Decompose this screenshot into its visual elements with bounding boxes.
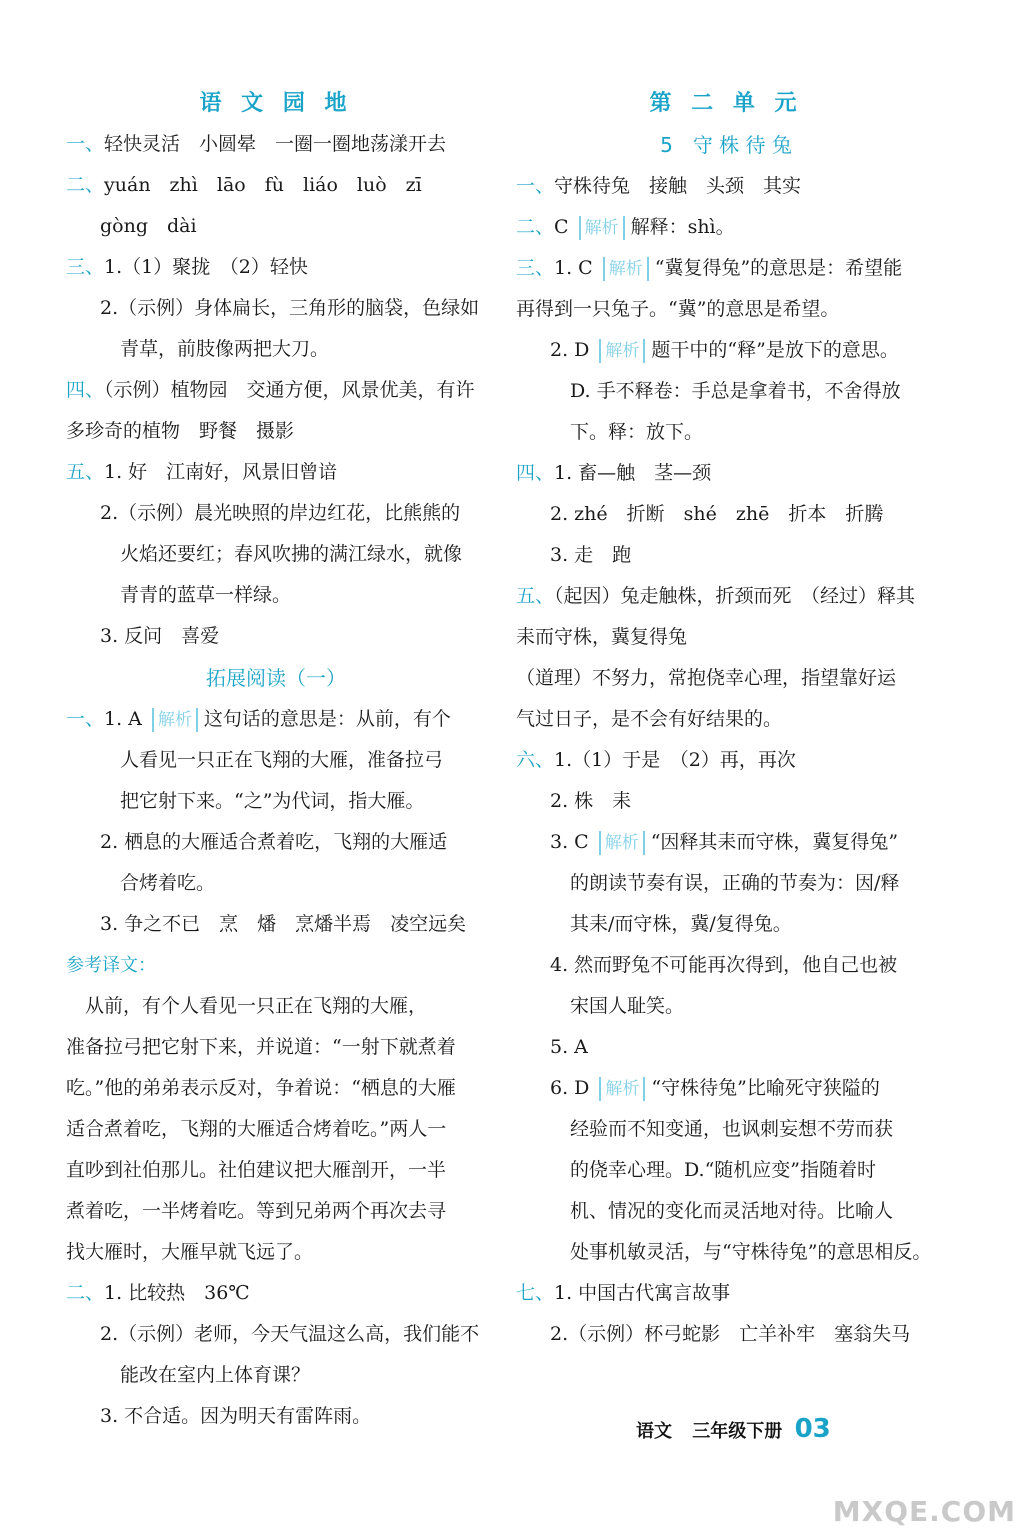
answer-line <box>66 411 486 452</box>
answer-text: 1. C <box>554 257 593 279</box>
answer-text: 煮着吃，一半烤着吃。等到兄弟两个再次去寻 <box>66 1200 447 1222</box>
section-subheading: 拓展阅读（一） <box>206 666 346 690</box>
reference-translation-label: 参考译文： <box>66 955 156 976</box>
answer-text: 其耒/而守株，冀/复得兔。 <box>570 913 792 935</box>
answer-line <box>516 986 936 1027</box>
page-number: 03 <box>794 1414 831 1444</box>
answer-line <box>66 616 486 657</box>
answer-text: 下。释：放下。 <box>570 421 704 443</box>
answer-line <box>516 904 936 945</box>
analysis-tag: 解析 <box>579 216 625 240</box>
answer-line <box>516 1314 936 1355</box>
answer-text: 3. 不合适。因为明天有雷阵雨。 <box>100 1405 372 1427</box>
answer-text: 2.（示例）杯弓蛇影 亡羊补牢 塞翁失马 <box>550 1323 911 1345</box>
answer-line <box>66 781 486 822</box>
answer-line <box>66 247 486 288</box>
answer-text: 耒而守株，冀复得兔 <box>516 626 688 648</box>
answer-line <box>66 124 486 165</box>
answer-line <box>516 453 936 494</box>
answer-text: 1.（1）于是 （2）再，再次 <box>554 749 796 771</box>
analysis-text: 解释：shì。 <box>630 216 735 238</box>
answer-text: 1. 好 江南好，风景旧曾谙 <box>104 461 338 483</box>
answer-text: 1. A <box>104 708 142 730</box>
question-number: 二、 <box>516 216 555 238</box>
answer-text: 2. 栖息的大雁适合煮着吃，飞翔的大雁适 <box>100 831 448 853</box>
answer-line <box>516 535 936 576</box>
question-number: 五、 <box>516 585 555 607</box>
answer-text: 2. 株 耒 <box>550 790 632 812</box>
right-column <box>516 84 936 1355</box>
answer-text: 火焰还要红；春风吹拂的满江绿水，就像 <box>120 543 463 565</box>
answer-line <box>66 1273 486 1314</box>
analysis-tag: 解析 <box>599 339 645 363</box>
answer-line <box>66 1355 486 1396</box>
question-number: 三、 <box>66 256 105 278</box>
analysis-text: “因释其耒而守株，冀复得兔” <box>650 831 899 853</box>
analysis-text: 题干中的“释”是放下的意思。 <box>651 339 899 361</box>
answer-text: D. 手不释卷：手总是拿着书，不舍得放 <box>570 380 901 402</box>
answer-line <box>66 288 486 329</box>
answer-text: 找大雁时，大雁早就飞远了。 <box>66 1241 314 1263</box>
answer-text: 1. 比较热 36℃ <box>104 1282 250 1304</box>
analysis-text: “冀复得兔”的意思是：希望能 <box>654 257 903 279</box>
answer-line <box>66 904 486 945</box>
answer-line <box>66 1396 486 1437</box>
answer-line <box>66 986 486 1027</box>
section-heading: 第 二 单 元 <box>649 91 803 116</box>
answer-line <box>516 1232 936 1273</box>
answer-text: 青青的蓝草一样绿。 <box>120 584 292 606</box>
answer-line <box>66 1109 486 1150</box>
answer-line <box>66 493 486 534</box>
answer-text: 准备拉弓把它射下来，并说道：“一射下就煮着 <box>66 1036 456 1058</box>
answer-text: 经验而不知变通，也讽刺妄想不劳而获 <box>570 1118 894 1140</box>
answer-text: （道理）不努力，常抱侥幸心理，指望靠好运 <box>516 667 897 689</box>
left-column <box>66 84 486 1437</box>
answer-line <box>516 1191 936 1232</box>
answer-line <box>66 575 486 616</box>
question-number: 一、 <box>66 708 105 730</box>
answer-text: 2.（示例）晨光映照的岸边红花，比熊熊的 <box>100 502 461 524</box>
answer-line <box>66 822 486 863</box>
answer-text: C <box>554 216 569 238</box>
analysis-text: “守株待兔”比喻死守狭隘的 <box>651 1077 880 1099</box>
answer-text: 宋国人耻笑。 <box>570 995 685 1017</box>
answer-line <box>516 699 936 740</box>
answer-line <box>516 617 936 658</box>
question-number: 三、 <box>516 257 555 279</box>
answer-line <box>516 289 936 330</box>
answer-line <box>66 370 486 411</box>
answer-line <box>66 206 486 247</box>
footer-subject: 语文 <box>636 1421 672 1442</box>
answer-text: 1. 中国古代寓言故事 <box>554 1282 731 1304</box>
answer-text: 的侥幸心理。D.“随机应变”指随着时 <box>570 1159 877 1181</box>
answer-line <box>516 740 936 781</box>
answer-line <box>66 534 486 575</box>
section-heading: 语 文 园 地 <box>199 91 353 116</box>
answer-line <box>66 1232 486 1273</box>
answer-line <box>516 781 936 822</box>
answer-text: 适合煮着吃，飞翔的大雁适合烤着吃。”两人一 <box>66 1118 447 1140</box>
answer-line <box>66 329 486 370</box>
answer-line <box>516 1027 936 1068</box>
answer-text: 3. 走 跑 <box>550 544 632 566</box>
question-number: 六、 <box>516 749 555 771</box>
section-subheading: 5 守 株 待 兔 <box>660 133 792 157</box>
answer-line <box>66 1191 486 1232</box>
answer-text: 2. zhé 折断 shé zhē 折本 折腾 <box>550 503 884 525</box>
answer-line <box>516 945 936 986</box>
answer-text: 多珍奇的植物 野餐 摄影 <box>66 420 295 442</box>
question-number: 五、 <box>66 461 105 483</box>
answer-line <box>516 330 936 371</box>
answer-text: 4. 然而野兔不可能再次得到，他自己也被 <box>550 954 898 976</box>
answer-line <box>516 371 936 412</box>
question-number: 一、 <box>516 175 555 197</box>
answer-text: yuán zhì lāo fù liáo luò zī <box>104 174 422 196</box>
answer-text: 合烤着吃。 <box>120 872 216 894</box>
answer-text: 1.（1）聚拢 （2）轻快 <box>104 256 308 278</box>
analysis-tag: 解析 <box>599 1077 645 1101</box>
footer-grade: 三年级下册 <box>692 1421 783 1442</box>
answer-line <box>516 822 936 863</box>
answer-line <box>66 740 486 781</box>
answer-text: 能改在室内上体育课？ <box>120 1364 311 1386</box>
question-number: 七、 <box>516 1282 555 1304</box>
answer-text: 吃。”他的弟弟表示反对，争着说：“栖息的大雁 <box>66 1077 456 1099</box>
answer-text: gòng dài <box>100 215 197 237</box>
answer-line <box>66 1150 486 1191</box>
answer-text: 直吵到社伯那儿。社伯建议把大雁剖开，一半 <box>66 1159 447 1181</box>
answer-text: 再得到一只兔子。“冀”的意思是希望。 <box>516 298 840 320</box>
analysis-tag: 解析 <box>603 257 649 281</box>
answer-line <box>516 207 936 248</box>
answer-text: 3. 争之不已 烹 燔 烹燔半焉 凌空远矣 <box>100 913 467 935</box>
answer-text: 2.（示例）老师，今天气温这么高，我们能不 <box>100 1323 480 1345</box>
question-number: 四、 <box>516 462 555 484</box>
answer-text: 6. D <box>550 1077 590 1099</box>
watermark: MXQE.COM <box>832 1495 1016 1528</box>
answer-line <box>516 412 936 453</box>
answer-line <box>66 452 486 493</box>
question-number: 四、 <box>66 379 105 401</box>
answer-line <box>516 863 936 904</box>
answer-text: 从前，有个人看见一只正在飞翔的大雁， <box>66 995 428 1017</box>
answer-text: （起因）兔走触株，折颈而死 （经过）释其 <box>554 585 916 607</box>
page-footer <box>636 1414 1016 1454</box>
answer-line <box>66 699 486 740</box>
answer-line <box>66 165 486 206</box>
answer-text: 处事机敏灵活，与“守株待兔”的意思相反。 <box>570 1241 932 1263</box>
answer-line <box>516 1109 936 1150</box>
answer-line <box>516 1273 936 1314</box>
answer-line <box>516 576 936 617</box>
answer-text: 人看见一只正在飞翔的大雁，准备拉弓 <box>120 749 444 771</box>
answer-text: 把它射下来。“之”为代词，指大雁。 <box>120 790 425 812</box>
answer-text: 1. 畜—触 茎—颈 <box>554 462 712 484</box>
answer-line <box>516 1068 936 1109</box>
answer-line <box>66 863 486 904</box>
answer-line <box>516 248 936 289</box>
answer-line <box>66 1314 486 1355</box>
answer-line <box>516 494 936 535</box>
answer-line <box>66 1027 486 1068</box>
answer-line <box>516 166 936 207</box>
analysis-tag: 解析 <box>599 831 645 855</box>
answer-text: 的朗读节奏有误，正确的节奏为：因/释 <box>570 872 900 894</box>
answer-text: 气过日子，是不会有好结果的。 <box>516 708 783 730</box>
answer-text: 3. 反问 喜爱 <box>100 625 220 647</box>
answer-text: 2.（示例）身体扁长，三角形的脑袋，色绿如 <box>100 297 480 319</box>
answer-text: 2. D <box>550 339 590 361</box>
analysis-tag: 解析 <box>152 708 198 732</box>
answer-line <box>516 1150 936 1191</box>
answer-text: 机、情况的变化而灵活地对待。比喻人 <box>570 1200 894 1222</box>
question-number: 一、 <box>66 133 105 155</box>
answer-text: 5. A <box>550 1036 588 1058</box>
answer-text: （示例）植物园 交通方便，风景优美，有许 <box>104 379 475 401</box>
answer-text: 3. C <box>550 831 589 853</box>
answer-line <box>66 1068 486 1109</box>
question-number: 二、 <box>66 1282 105 1304</box>
answer-text: 守株待兔 接触 头颈 其实 <box>554 175 802 197</box>
answer-line <box>516 658 936 699</box>
question-number: 二、 <box>66 174 105 196</box>
answer-text: 轻快灵活 小圆晕 一圈一圈地荡漾开去 <box>104 133 447 155</box>
analysis-text: 这句话的意思是：从前，有个 <box>203 708 451 730</box>
answer-text: 青草，前肢像两把大刀。 <box>120 338 330 360</box>
